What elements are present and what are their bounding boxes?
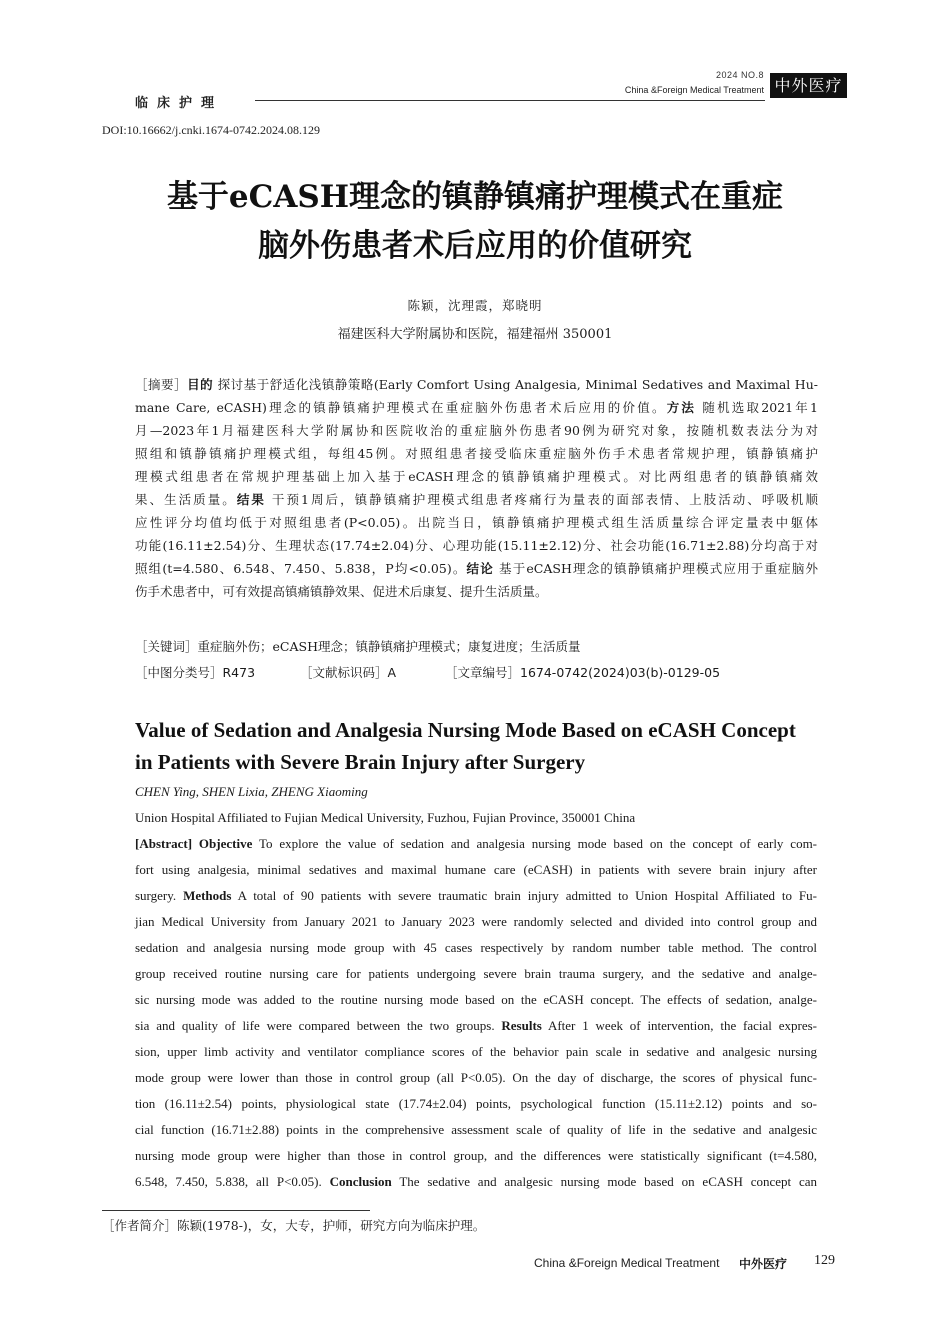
objective-en-label: Objective — [198, 836, 253, 851]
document-code: ［文献标识码］A — [300, 665, 397, 680]
abstract-cn-line — [135, 558, 818, 581]
abstract-en-line — [135, 836, 817, 852]
footnote-text: 陈颖(1978-)，女，大专，护师，研究方向为临床护理。 — [177, 1218, 486, 1233]
title-en-line2: in Patients with Severe Brain Injury after Surgery — [135, 750, 586, 774]
journal-name-en: China &Foreign Medical Treatment — [624, 85, 764, 95]
abstract-cn-text: 果、生活质量。 — [135, 492, 237, 507]
footer-journal-cn: 中外医疗 — [739, 1257, 788, 1271]
abstract-cn-text: 干预1周后，镇静镇痛护理模式组患者疼痛行为量表的面部表情、上肢活动、呼吸机顺 — [265, 492, 818, 507]
abstract-en-line: sic nursing mode was added to the routine nursing mode based on the eCASH concept. The effects of sedation, analge- — [135, 992, 817, 1007]
title-cn-line1: 基于eCASH理念的镇静镇痛护理模式在重症 — [166, 179, 784, 215]
clc-number: ［中图分类号］R473 — [135, 665, 256, 680]
author-bio-footnote — [102, 1216, 485, 1234]
abstract-en-line: cial function (16.71±2.88) points in the comprehensive assessment scale of quality of life in the sedative and analgesic — [135, 1122, 817, 1137]
abstract-en-text: To explore the value of sedation and analgesia nursing mode based on the concept of early com- — [252, 836, 818, 851]
abstract-en-line — [135, 1018, 817, 1034]
abstract-cn-line: 应性评分均值均低于对照组患者(P<0.05)。出院当日，镇静镇痛护理模式组生活质量综合评定量表中躯体 — [135, 515, 818, 530]
abstract-en-line: sedation and analgesia nursing mode group with 45 cases respectively by random number table method. The control — [135, 940, 817, 955]
abstract-en-line: nursing mode group were higher than those in control group, and the differences were statistically significant (t=4.580, — [135, 1148, 817, 1163]
abstract-en-line: mode group were lower than those in control group (all P<0.05). On the day of discharge, the scores of physical func- — [135, 1070, 817, 1085]
abstract-cn-line — [135, 489, 818, 512]
abstract-en-line — [135, 888, 817, 904]
abstract-en-line: tion (16.11±2.54) points, physiological state (17.74±2.04) points, psychological function (15.11±2.12) points and so- — [135, 1096, 817, 1111]
abstract-en-text: 6.548, 7.450, 5.838, all P<0.05). — [135, 1174, 330, 1189]
abstract-cn-text: mane Care, eCASH)理念的镇静镇痛护理模式在重症脑外伤患者术后应用的价值。 — [135, 400, 667, 415]
abstract-cn-line — [135, 397, 818, 420]
methods-en-label: Methods — [183, 888, 232, 903]
keywords-cn-text: 重症脑外伤；eCASH理念；镇静镇痛护理模式；康复进度；生活质量 — [197, 639, 581, 654]
abstract-en-text: sia and quality of life were compared between the two groups. — [135, 1018, 502, 1033]
abstract-cn-line: 伤手术患者中，可有效提高镇痛镇静效果、促进术后康复、提升生活质量。 — [135, 584, 548, 599]
abstract-cn-text: 照组(t=4.580、6.548、7.450、5.838，P均<0.05)。 — [135, 561, 467, 576]
header-rule — [255, 100, 765, 101]
affiliation-cn: 福建医科大学附属协和医院，福建福州 350001 — [337, 327, 613, 342]
page-number: 129 — [814, 1253, 835, 1268]
issue-number: 2024 NO.8 — [715, 70, 764, 80]
abstract-en-text: After 1 week of intervention, the facial expres- — [541, 1018, 817, 1033]
authors-cn: 陈颖，沈理霞，郑晓明 — [407, 298, 543, 313]
section-label: 临床护理 — [135, 96, 224, 111]
abstract-cn-line — [135, 374, 818, 397]
abstract-en-text: The sedative and analgesic nursing mode based on eCASH concept can — [391, 1174, 818, 1189]
abstract-cn-text: 探讨基于舒适化浅镇静策略(Early Comfort Using Analgesia, Minimal Sedatives and Maximal Hu- — [213, 377, 818, 392]
abstract-en-line: fort using analgesia, minimal sedatives and maximal humane care (eCASH) in patients with severe brain injury after — [135, 862, 817, 877]
abstract-cn-line: 照组和镇静镇痛护理模式组，每组45例。对照组患者接受临床重症脑外伤手术患者常规护理，镇静镇痛护 — [135, 446, 818, 461]
journal-logo: 中外医疗 — [770, 73, 847, 98]
affiliation-en: Union Hospital Affiliated to Fujian Medical University, Fuzhou, Fujian Province, 350001 China — [135, 810, 636, 825]
abstract-cn-line: 月—2023年1月福建医科大学附属协和医院收治的重症脑外伤患者90例为研究对象，按随机数表法分为对 — [135, 423, 818, 438]
abstract-en-line: jian Medical University from January 2021 to January 2023 were randomly selected and divided into control group and — [135, 914, 817, 929]
abstract-cn-text: 基于eCASH理念的镇静镇痛护理模式应用于重症脑外 — [493, 561, 818, 576]
methods-cn-label: 方法 — [666, 400, 697, 415]
abstract-cn-text: 随机选取2021年1 — [696, 400, 818, 415]
doi: DOI:10.16662/j.cnki.1674-0742.2024.08.129 — [102, 123, 320, 137]
abstract-cn-line: 理模式组患者在常规护理基础上加入基于eCASH理念的镇静镇痛护理模式。对比两组患者的镇静镇痛效 — [135, 469, 818, 484]
footer-journal-en: China &Foreign Medical Treatment — [534, 1256, 720, 1270]
abstract-en-text: surgery. — [135, 888, 184, 903]
title-cn-line2: 脑外伤患者术后应用的价值研究 — [258, 228, 692, 264]
footnote-rule — [102, 1210, 370, 1211]
abstract-en-line — [135, 1174, 817, 1190]
results-en-label: Results — [501, 1018, 542, 1033]
abstract-en-label: [Abstract] — [135, 836, 193, 851]
keywords-cn-label: ［关键词］ — [135, 639, 198, 654]
results-cn-label: 结果 — [236, 492, 266, 507]
conclusion-cn-label: 结论 — [466, 561, 494, 576]
abstract-cn-line: 功能(16.11±2.54)分、生理状态(17.74±2.04)分、心理功能(15.11±2.12)分、社会功能(16.71±2.88)分均高于对 — [135, 538, 818, 553]
abstract-en-line: sion, upper limb activity and ventilator compliance scores of the behavior pain scale in sedative and analgesic nursing — [135, 1044, 817, 1059]
abstract-cn-label: ［摘要］ — [135, 377, 188, 392]
conclusion-en-label: Conclusion — [329, 1174, 392, 1189]
abstract-en-line: group received routine nursing care for patients undergoing severe brain trauma surgery, and the sedative and analge- — [135, 966, 817, 981]
title-en-line1: Value of Sedation and Analgesia Nursing Mode Based on eCASH Concept — [135, 718, 796, 742]
keywords-cn — [135, 636, 818, 659]
footnote-label: ［作者简介］ — [102, 1218, 178, 1233]
authors-en: CHEN Ying, SHEN Lixia, ZHENG Xiaoming — [135, 784, 368, 799]
article-number: ［文章编号］1674-0742(2024)03(b)-0129-05 — [445, 665, 721, 680]
abstract-en-text: A total of 90 patients with severe traumatic brain injury admitted to Union Hospital Affiliated to Fu- — [231, 888, 817, 903]
objective-cn-label: 目的 — [187, 377, 214, 392]
